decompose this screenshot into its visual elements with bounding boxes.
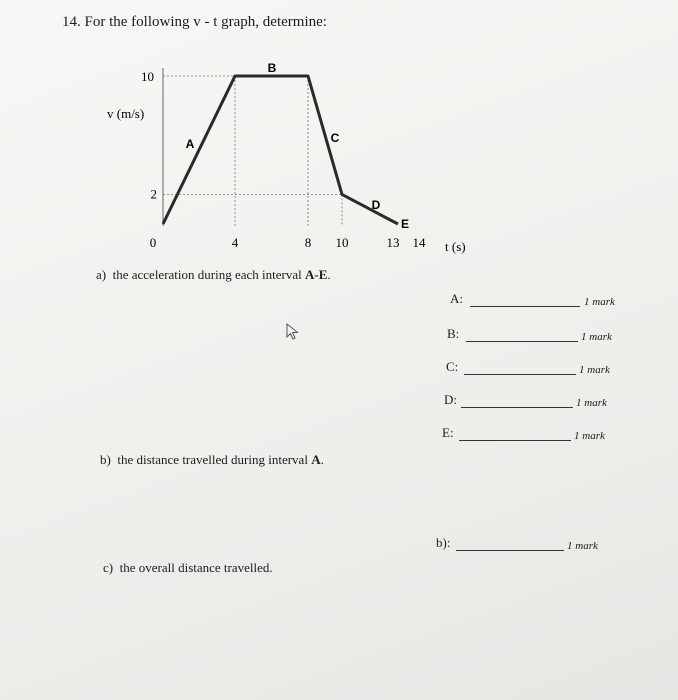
answer-line-e[interactable] — [459, 440, 571, 441]
tick-labels — [141, 69, 426, 250]
part-a-body: the acceleration during each interval — [112, 267, 305, 282]
part-c-text — [103, 560, 273, 576]
x-tick-14: 14 — [412, 235, 426, 250]
answer-line-b-part[interactable] — [456, 550, 564, 551]
part-c-body: the overall distance travelled. — [119, 560, 273, 575]
part-a-prefix: a) — [96, 267, 107, 282]
answer-line-c[interactable] — [464, 374, 576, 375]
part-a-end: . — [327, 267, 331, 282]
x-tick-0: 0 — [149, 235, 157, 250]
part-a-text — [96, 267, 331, 283]
mark-b: 1 mark — [581, 331, 612, 343]
segment-label-B: B — [267, 61, 277, 75]
mark-a: 1 mark — [584, 296, 615, 308]
answer-line-d[interactable] — [461, 407, 573, 408]
mark-d: 1 mark — [576, 397, 607, 409]
part-b-body: the distance travelled during interval — [117, 452, 312, 467]
x-tick-4: 4 — [231, 235, 239, 250]
part-a-bold: A-E — [304, 267, 328, 282]
mark-e: 1 mark — [574, 430, 605, 442]
x-tick-13: 13 — [386, 235, 400, 250]
answer-label-d: D: — [444, 392, 457, 407]
answer-line-a[interactable] — [470, 306, 580, 307]
part-b-text — [100, 452, 324, 468]
part-b-prefix: b) — [100, 452, 111, 467]
vt-graph — [0, 0, 678, 290]
x-tick-8: 8 — [304, 235, 312, 250]
answer-label-c: C: — [446, 359, 459, 374]
answer-label-e: E: — [442, 425, 454, 440]
mark-b-part: 1 mark — [567, 540, 598, 552]
velocity-line — [163, 76, 398, 224]
answer-label-a: A: — [450, 291, 463, 306]
answer-line-b[interactable] — [466, 341, 578, 342]
part-c-prefix: c) — [103, 560, 114, 575]
segment-labels — [186, 61, 409, 231]
answer-label-b-part: b): — [436, 535, 451, 550]
y-axis-label: v (m/s) — [107, 106, 145, 121]
part-b-bold: A — [311, 452, 321, 467]
part-b-end: . — [320, 452, 324, 467]
segment-label-C: C — [330, 131, 340, 145]
x-axis-label: t (s) — [445, 239, 466, 254]
question-title: 14. For the following v - t graph, determine: — [62, 14, 327, 30]
mark-c: 1 mark — [579, 364, 610, 376]
x-tick-10: 10 — [335, 235, 349, 250]
answer-label-b: B: — [447, 326, 460, 341]
segment-label-D: D — [371, 198, 381, 212]
segment-label-E: E — [400, 217, 410, 231]
cursor-arrow-icon — [285, 322, 301, 342]
y-tick-10: 10 — [141, 69, 154, 84]
y-tick-2: 2 — [150, 186, 157, 202]
segment-label-A: A — [185, 137, 195, 151]
